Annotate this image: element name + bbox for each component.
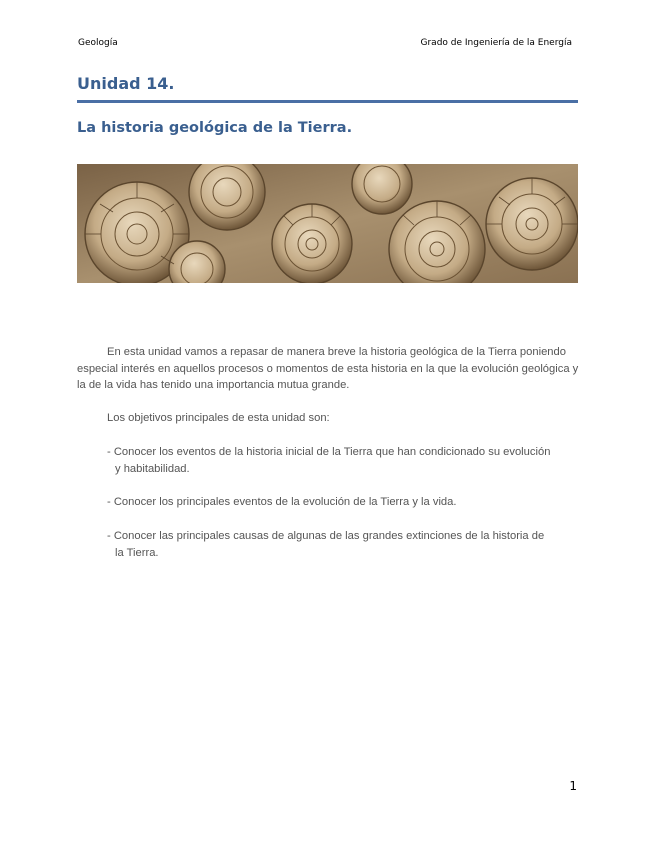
intro-paragraph [77,344,582,394]
section-subtitle: La historia geológica de la Tierra. [77,120,353,136]
intro-text: En esta unidad vamos a repasar de manera breve la historia geológica de la Tierra poniendo especial interés en aquellos procesos o momentos de esta historia en la que la evolución geológica y la de la vida has tenido una importancia mutua grande. [77,346,579,392]
list-item-text: - Conocer los principales eventos de la evolución de la Tierra y la vida. [107,496,457,508]
fossil-ammonites-image [77,164,578,283]
header-course: Geología [78,38,118,48]
header-degree: Grado de Ingeniería de la Energía [420,38,572,48]
list-item-text: - Conocer las principales causas de algunas de las grandes extinciones de la historia de [107,530,545,542]
page-number: 1 [569,779,577,793]
objectives-intro: Los objetivos principales de esta unidad son: [107,412,330,424]
list-item [107,444,582,477]
unit-title: Unidad 14. [77,74,175,93]
title-divider [77,100,578,103]
list-item-continuation: la Tierra. [115,546,159,559]
list-item [107,494,582,511]
list-item-continuation: y habitabilidad. [115,462,190,475]
list-item [107,528,582,561]
list-item-text: - Conocer los eventos de la historia inicial de la Tierra que han condicionado su evolución [107,446,551,458]
